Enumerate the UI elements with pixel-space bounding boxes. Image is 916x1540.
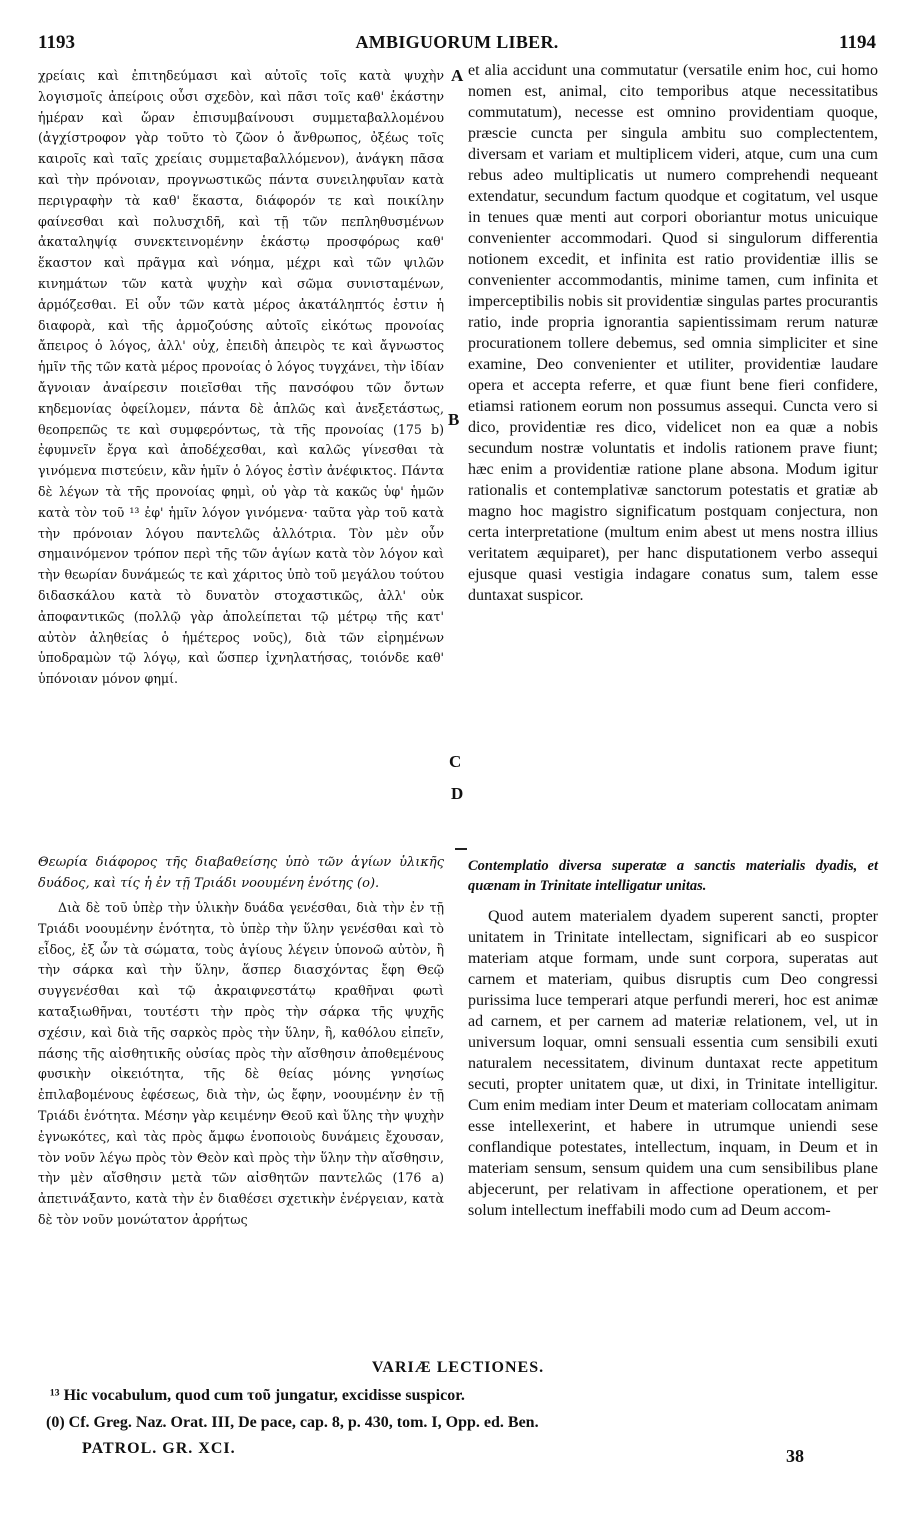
greek-column-top [38, 66, 444, 690]
latin-section-heading: Contemplatio diversa superatæ a sanctis materialis dyadis, et quænam in Trinitate intelligatur unitas. [468, 858, 878, 894]
running-title: AMBIGUORUM LIBER. [355, 32, 559, 52]
signature-mark: 38 [786, 1446, 804, 1466]
greek-section-heading: Θεωρία διάφορος τῆς διαβαθείσης ὑπὸ τῶν ἁγίων ὑλικῆς δυάδος, καὶ τίς ἡ ἐν τῇ Τριάδι νοουμένη ἑνότης (o). [38, 855, 444, 891]
footnote-o: (0) Cf. Greg. Naz. Orat. III, De pace, cap. 8, p. 430, tom. I, Opp. ed. Ben. [46, 1414, 539, 1431]
latin-paragraph: Quod autem materialem dyadem superent sancti, propter unitatem in Trinitate intellectam, significari ab eo suspicor materiam atque formam, unde sunt corpora, superatas aut carnem et materiam, quibus disruptis cum Deo congressi purissima luce temperari atque perfundi mereri, hoc est animæ ad carnem, et per carnem ad materiæ relationem, vel, ut in universum loquar, omni sensuali essentia cum sensibili exuti naturalem necessitatem, divinum duntaxat recte appetitum secuti, propter unitatem quæ, ut dixi, in Trinitate intelligitur. Cum enim mediam inter Deum et materiam collocatam animam esse intellexerint, et habere in utrumque uniendi sese conflandique potestates, intellectum, inquam, in Deum et in materiam sensum, sensum quidem una cum sensibilibus plane abjecerunt, per relativam in affectione operationem, et per solum intellectum ineffabili modo cum ad Deum accom- [468, 908, 878, 1219]
margin-mark-d: D [451, 784, 464, 803]
variae-lectiones-heading: VARIÆ LECTIONES. [371, 1359, 545, 1376]
latin-column-bottom [468, 856, 878, 1221]
footnote-13: ¹³ Hic vocabulum, quod cum τοῦ jungatur, excidisse suspicor. [50, 1387, 465, 1404]
greek-paragraph: χρείαις καὶ ἐπιτηδεύμασι καὶ αὐτοῖς τοῖς κατὰ ψυχὴν λογισμοῖς ἀπείροις οὖσι σχεδὸν, καὶ πᾶσι τοῖς καθ' ἑκάστην ἡμέραν καὶ ὥραν ἐπισυμβαίνουσι συμμεταβαλλομένου (ἀγχίστροφον γὰρ τοῦτο τὸ ζῶον ὁ ἄνθρωπος, ὀξέως τοῖς καιροῖς καὶ ταῖς χρείαις συμμεταβαλλόμενον), ἀνάγκη πᾶσα καὶ τὴν πρόνοιαν, προγνωστικῶς πάντα συνειληφυῖαν κατὰ περιγραφὴν τὰ καθ' ἕκαστα, διάφορόν τε καὶ ποικίλην φαίνεσθαι καὶ πολυσχιδῆ, καὶ τῇ τῶν πεπληθυσμένων ἀκαταληψίᾳ συνεκτεινομένην ἑκάστῳ προσφόρως καθ' ἕκαστον καὶ πρᾶγμα καὶ νόημα, μέχρι καὶ τῶν ψιλῶν κινημάτων τῶν κατὰ ψυχὴν καὶ σῶμα συνισταμένων, ἁρμόζεσθαι. Εἰ οὖν τῶν κατὰ μέρος ἀκατάληπτός ἐστιν ἡ διαφορὰ, καὶ τῆς ἁρμοζούσης αὐτοῖς εἰκότως προνοίας ἄπειρος ὁ λόγος, ἀλλ' οὐχ, ἐπειδὴ ἀπειρὸς τε καὶ ἄγνωστος ἡμῖν τῆς τῶν κατὰ μέρος προνοίας ὁ λόγος τυγχάνει, τὴν ἰδίαν ἄγνοιαν ἀναίρεσιν ποιεῖσθαι τῆς πανσόφου τῶν ὄντων κηδεμονίας ὀφείλομεν, πάντα δὲ ἁπλῶς καὶ ἀνεξετάστως, θεοπρεπῶς τε καὶ συμφερόντως, τὰ τῆς προνοίας (175 b) ἐφυμνεῖν ἔργα καὶ ἀποδέχεσθαι, καὶ καλῶς γίνεσθαι τὰ γινόμενα πιστεύειν, κἂν ἡμῖν ὁ λόγος ἐστὶν ἀνέφικτος. Πάντα δὲ λέγων τὰ τῆς προνοίας φημὶ, οὐ γὰρ τὰ κακῶς ὑφ' ἡμῶν κατὰ τὸν τοῦ ¹³ ἐφ' ἡμῖν λόγον γινόμενα· ταῦτα γὰρ τοῦ κατὰ τὴν πρόνοιαν λόγου παντελῶς ἀλλότρια. Τὸν μὲν οὖν σημαινόμενον τρόπον περὶ τῆς τῶν ἁγίων κατὰ τὸν λόγον καὶ τὴν θεωρίαν δυνάμεώς τε καὶ χάριτος ὑπὸ τοῦ μεγάλου τούτου διδασκάλου κατὰ τὸ δυνατὸν στοχαστικῶς, ἀλλ' οὐκ ἀποφαντικῶς (πολλῷ γὰρ ἀπολείπεται τῷ μέτρῳ τῆς κατ' αὐτὸν ἀληθείας ὁ ἡμέτερος νοῦς), διὰ τῶν εἰρημένων ὑποδραμὼν τῷ λόγῳ, καὶ ὥσπερ ἰχνηλατήσας, τοιόνδε καθ' ὑπόνοιαν μόνον φημί. [38, 68, 444, 687]
margin-mark-b: B [448, 410, 460, 429]
section-divider [455, 848, 467, 850]
running-header [38, 32, 876, 56]
latin-paragraph: et alia accidunt una commutatur (versatile enim hoc, cui homo nomen est, animal, cito temporibus atque necessitatibus commutatum), necesse est omnino providentiam quoque, præscie cuncta per singula ambitu suo complectentem, diversam et variam et multiplicem videri, atque, cum una cum rebus adeo multiplicatis ut numero comprehendi nequeant extendatur, secundum factum quodque et cogitatum, vel usque in tenues quæ menti aut corpori oboriantur motus unicuique convenienter accommodari. Quod si singulorum differentia notionem excedit, et infinita est ratio providentiæ illis se convenienter accommodantis, minime tamen, cum infinita et imperceptibilis nobis sit providentiæ singulas partes procurantis ratio, inde propria ignorantia sapientissimam rerum naturæ procurationem tollere debemus, sed omnia simpliciter et sine examine, Deo convenienter et utiliter, providentiæ laudare opera et accepta referre, et quæ fiunt bene fieri confidere, etiamsi rationem eorum non possumus assequi. Cuncta vero si dico, providentiæ res dico, videlicet non ea quæ a nobis secundum nostræ voluntatis et indolis rationem prave fiunt; hæc enim a providentiæ ratione plane absona. Modum igitur rationalis et contemplativæ sanctorum potestatis et gratiæ ab magno hoc magistro significatum postquam conjectura, non certa interpretatione (multum enim abest ut mens nostra illius veritatem æquiparet), per hanc disputationem verbo assequi ejusque quasi vestigia indagare conatus sum, talem esse duntaxat suspicor. [468, 62, 878, 604]
latin-column-top [468, 60, 878, 606]
page-number-right: 1194 [839, 32, 876, 53]
greek-column-bottom [38, 852, 444, 1231]
greek-paragraph: Διὰ δὲ τοῦ ὑπὲρ τὴν ὑλικὴν δυάδα γενέσθαι, διὰ τὴν ἐν τῇ Τριάδι νοουμένην ἑνότητα, τὸ ὑπὲρ τὴν ὕλην γενέσθαι καὶ τὸ εἶδος, ἐξ ὧν τὰ σώματα, τοὺς ἁγίους λέγειν ὑπονοῶ αὐτὸν, ἢ τὴν σάρκα καὶ τὴν ὕλην, ἅσπερ διασχόντας ἔφη Θεῷ συγγενέσθαι καὶ τῷ ἀκραιφνεστάτῳ κραθῆναι φωτὶ καταξιωθῆναι, τουτέστι τὴν πρὸς τὴν σάρκα τῆς ψυχῆς σχέσιν, καὶ διὰ τῆς σαρκὸς πρὸς τὴν ὕλην, ἢ, καθόλου εἰπεῖν, πάσης τῆς αἰσθητικῆς οὐσίας πρὸς τὴν αἴσθησιν ἀποθεμένους φυσικὴν οἰκειότητα, τῆς δὲ θείας μόνης γνησίως ἐπιλαβομένους ἐφέσεως, διὰ τὴν, ὡς ἔφην, νοουμένην ἐν τῇ Τριάδι ἑνότητα. Μέσην γὰρ κειμένην Θεοῦ καὶ ὕλης τὴν ψυχὴν ἐγνωκότες, καὶ τὰς πρὸς ἄμφω ἑνοποιοὺς δυνάμεις ἔχουσαν, τὸν νοῦν λέγω πρὸς τὸν Θεὸν καὶ πρὸς τὴν ὕλην τὴν αἴσθησιν, τὴν μὲν αἴσθησιν μετὰ τῶν αἰσθητῶν παντελῶς (176 a) ἀπετινάξαντο, κατὰ τὴν ἐν διαθέσει σχετικὴν ἐνέργειαν, κατὰ δὲ τὸν νοῦν μονώτατον ἀρρήτως [38, 900, 444, 1227]
margin-mark-a: A [451, 66, 464, 85]
patrologia-label: PATROL. GR. XCI. [82, 1440, 236, 1457]
margin-mark-c: C [449, 752, 462, 771]
page-number-left: 1193 [38, 32, 75, 53]
